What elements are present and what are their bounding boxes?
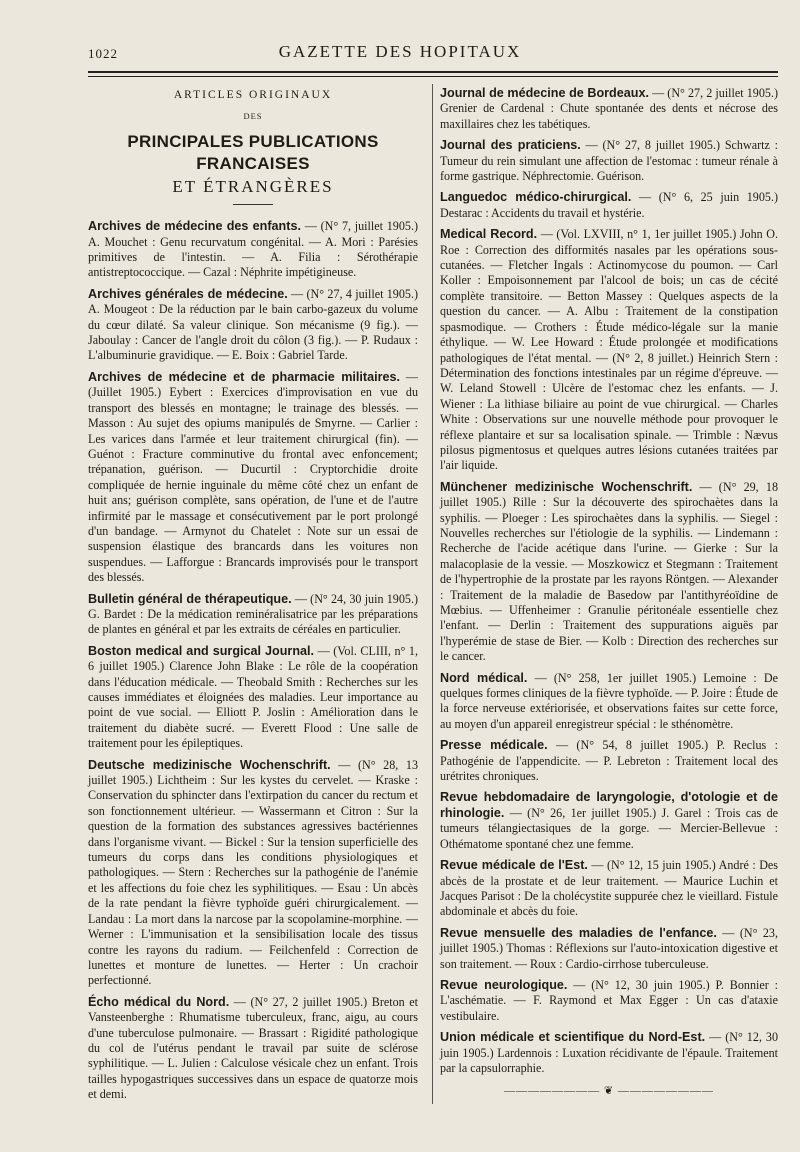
journal-entry [88, 758, 418, 989]
journal-title: Revue neurologique. [440, 977, 568, 992]
title-rule [233, 204, 273, 205]
journal-title: Nord médical. [440, 670, 528, 685]
journal-text: — (N° 27, 8 juillet 1905.) Schwartz : Tumeur du rein simulant une affection de l'estomac : tumeur rénale à forme gastrique. Néphrectomie. Guérison. [440, 138, 778, 184]
journal-entry [440, 190, 778, 221]
section-subtitle: ET ÉTRANGÈRES [172, 176, 334, 196]
journal-title: Münchener medizinische Wochenschrift. [440, 479, 693, 494]
journal-entry [440, 1030, 778, 1076]
journal-text: — (N° 12, 30 juin 1905.) Lardennois : Luxation récidivante de l'épaule. Traitement par la capsulorraphie. [440, 1030, 778, 1075]
journal-text: — (N° 7, juillet 1905.) A. Mouchet : Genu recurvatum congénital. — A. Mori : Parésies primitives de l'intestin. — A. Filia : Sérothérapie antistreptococcique. — Cazal : Néphrite impétigineuse. [88, 219, 418, 280]
page-header-title: GAZETTE DES HOPITAUX [278, 42, 522, 61]
journal-text: — (Juillet 1905.) Eybert : Exercices d'improvisation en vue du transport des blessés en montagne; le trainage des blessés. — Masson : Au sujet des opiums manipulés de Smyrne. — Carlier : Les varices dans l'armée et leur traitement chirurgical (fin). — Guénot : Fracture comminutive du frontal avec enfoncement; trépanation, guérison. — Ducurtil : Cryptorchidie droite compliquée de hernie inguinale du même côté chez un enfant de huit ans; guérison complète, sans opération, de l'une et de l'autre infirmité par le massage et consécutivement par le port prolongé d'un bandage. — Armynot du Chatelet : Note sur un essai de suspension élastique des brancards dans les voitures non suspendues. — Lafforgue : Brancards improvisés pour le transport des blessés. [88, 369, 419, 585]
journal-text: — (Vol. CLIII, n° 1, 6 juillet 1905.) Clarence John Blake : Le rôle de la coopération dans l'éducation médicale. — Theobald Smith : Recherches sur les causes immédiates et éloignées des maladies. Leur importance au point de vue social. — Elliott P. Joslin : Amélioration dans le traitement du diabète sucré. — Everett Flood : Une salle de traitement pour les épileptiques. [88, 643, 418, 751]
left-column [88, 86, 418, 1109]
journal-title: Archives de médecine et de pharmacie militaires. [88, 369, 400, 384]
journal-entry [440, 671, 778, 733]
journal-text: — (N° 27, 4 juillet 1905.) A. Mougeot : De la réduction par le bain carbo-gazeux du volume du cœur dilaté. Sa valeur clinique. Son mécanisme (9 fig.). — Jaboulay : Cancer de l'angle droit du côlon (3 fig.). — P. Rudaux : L'albuminurie gravidique. — E. Boix : Gabriel Tarde. [88, 286, 418, 363]
journal-text: — (N° 54, 8 juillet 1905.) P. Reclus : Pathogénie de l'appendicite. — P. Lebreton : Traitement local des urétrites chroniques. [440, 738, 778, 784]
journal-entry [88, 644, 418, 752]
journal-entry [440, 926, 778, 972]
journal-entry [440, 790, 778, 852]
journal-entry [88, 219, 418, 281]
journal-title: Archives de médecine des enfants. [88, 219, 301, 234]
section-title: PRINCIPALES PUBLICATIONS FRANCAISES [127, 131, 379, 173]
journal-title: Revue médicale de l'Est. [440, 858, 588, 873]
header-rule-thick [88, 71, 778, 73]
journal-text: — (N° 28, 13 juillet 1905.) Lichtheim : Sur les kystes du cervelet. — Kraske : Conservation du sphincter dans l'extirpation du cancer du rectum et son fonctionnement ultérieur. — Wassermann et Citron : Sur la question de la formation des substances agressives bactériennes dans l'organisme vivant. — Bickel : Sur la tension superficielle des tumeurs du corps dans les conditions physiologiques et pathologiques. — Stern : Recherches sur la pathogénie de l'anémie et les affections du foie chez les syphilitiques. — Esau : Un abcès de la rate pendant la fièvre typhoïde guéri chirurgicalement. — Landau : La mort dans la narcose par la scopolamine-morphine. — Werner : L'immunisation et la sensibilisation locale des tissus contre les rayons du radium. — Feilchenfeld : Correction de lunettes et monture de lunettes. — Herter : Un crachoir perfectionné. [88, 757, 418, 988]
right-column [440, 86, 778, 1100]
journal-text: — (N° 24, 30 juin 1905.) G. Bardet : De la médication reminéralisatrice par les préparations de plantes en général et par les extraits de céréales en particulier. [88, 591, 418, 637]
journal-text: — (N° 12, 15 juin 1905.) André : Des abcès de la prostate et de leur traitement. — Maurice Luchin et Jacques Parisot : De la cholécystite suppurée chez le vieillard. Fistule abdominale et abcès du foie. [440, 858, 779, 919]
journal-entry [440, 738, 778, 784]
journal-text: — (N° 26, 1er juillet 1905.) J. Garel : Trois cas de tumeurs télangiectasiques de la gorge. — Mercier-Bellevue : Othématome spontané chez une femme. [440, 805, 778, 851]
journal-title: Deutsche medizinische Wochenschrift. [88, 757, 331, 772]
journal-text: — (N° 29, 18 juillet 1905.) Rille : Sur la découverte des spirochaètes dans la syphilis. — Ploeger : Les spirochaètes dans la syphilis. — Siegel : Nouvelles recherches sur l'étiologie de la syphilis. — Lindemann : Recherche de l'acide acétique dans l'urine. — Gierke : Sur la malacoplasie de la vessie. — Moszkowicz et Stegmann : Traitement de l'hypertrophie de la prostate par les rayons Röntgen. — Alexander : Traitement de la maladie de Basedow par l'antithyréoïdine de Mœbius. — Uffenheimer : Granulie péritonéale essentielle chez l'enfant. — Derlin : Traitement des suppurations aiguës par l'hyperémie de stase de Bier. — Kolb : Direction des recherches sur le cancer. [440, 479, 778, 664]
journal-text: — (N° 6, 25 juin 1905.) Destarac : Accidents du travail et hystérie. [440, 190, 778, 220]
journal-entry [440, 858, 778, 920]
section-sub: DES [243, 111, 263, 122]
journal-entry [88, 370, 418, 586]
journal-text: — (N° 12, 30 juin 1905.) P. Bonnier : L'aschématie. — F. Raymond et Max Egger : Un cas d'ataxie vestibulaire. [440, 977, 778, 1023]
journal-title: Medical Record. [440, 227, 538, 242]
journal-title: Archives générales de médecine. [88, 286, 288, 301]
end-ornament: ———————— ❦ ———————— [504, 1085, 714, 1098]
journal-text: — (N° 27, 2 juillet 1905.) Grenier de Cardenal : Chute spontanée des dents et nécrose des maxillaires chez les tabétiques. [440, 86, 778, 131]
journal-title: Écho médical du Nord. [88, 994, 230, 1009]
journal-entry [440, 227, 778, 474]
journal-text: — (N° 23, juillet 1905.) Thomas : Réflexions sur l'auto-intoxication digestive et son traitement. — Roux : Cardio-cirrhose tuberculeuse. [440, 925, 778, 971]
journal-entry [88, 287, 418, 364]
journal-title: Revue hebdomadaire de laryngologie, d'otologie et de rhinologie. [440, 790, 778, 820]
journal-text: — (Vol. LXVIII, n° 1, 1er juillet 1905.) John O. Roe : Correction des difformités nasales par les opérations sous-cutanées. — Fletcher Ingals : Actinomycose du poumon. — Carl Koller : Empoisonnement par l'alcool de bois; un cas de cécité complète transitoire. — Betton Massey : Quelques aspects de la question du cancer. — A. Albu : Traitement de la constipation spasmodique. — Crothers : Étude médico-légale sur la manie éthylique. — W. Lee Howard : Étude prolongée et modifications pathologiques de l'état mental. — (N° 2, 8 juillet.) Heinrich Stern : Détermination des fonctions intestinales par un régime d'épreuve. — W. Leland Stowell : Ulcère de l'estomac chez les enfants. — J. Wiener : La lithiase biliaire au point de vue chirurgical. — Charles White : Observations sur une nouvelle méthode pour provoquer le réflexe plantaire et sur sa localisation spinale. — Trimble : Nævus pilosus pigmentosus et quelques autres lésions cutanées traitées par l'air liquide. [440, 227, 778, 473]
journal-entry [88, 592, 418, 638]
journal-title: Revue mensuelle des maladies de l'enfance. [440, 925, 717, 940]
journal-title: Journal de médecine de Bordeaux. [440, 86, 649, 100]
journal-title: Bulletin général de thérapeutique. [88, 591, 292, 606]
journal-entry [440, 138, 778, 184]
journal-title: Languedoc médico-chirurgical. [440, 190, 632, 205]
section-label: ARTICLES ORIGINAUX [173, 89, 333, 101]
journal-title: Union médicale et scientifique du Nord-Est. [440, 1030, 706, 1045]
journal-entry [88, 995, 418, 1103]
page-number: 1022 [88, 46, 118, 61]
journal-title: Presse médicale. [440, 738, 548, 753]
journal-entry [440, 978, 778, 1024]
journal-text: — (N° 258, 1er juillet 1905.) Lemoine : De quelques formes cliniques de la fièvre typhoïde. — P. Joire : Étude de la force nerveuse extériorisée, et observations faites sur cette force, au moyen d'un appareil enregistreur spécial : le sthénomètre. [440, 670, 778, 731]
header-rule-thin [88, 76, 778, 77]
column-divider [432, 84, 433, 1104]
journal-title: Boston medical and surgical Journal. [88, 643, 315, 658]
journal-text: — (N° 27, 2 juillet 1905.) Breton et Vansteenberghe : Rhumatisme tuberculeux, franc, aigu, au cours d'une tuberculose pulmonaire. — Brassart : Rigidité pathologique du col de l'utérus pendant le travail par suite de sclérose syphilitique. — L. Julien : Calculose vésicale chez un enfant. Trois tailles hypogastriques successives dans un espace de quatorze mois et demi. [88, 994, 419, 1102]
journal-entry [440, 480, 778, 665]
journal-title: Journal des praticiens. [440, 138, 581, 153]
journal-entry [440, 86, 778, 132]
